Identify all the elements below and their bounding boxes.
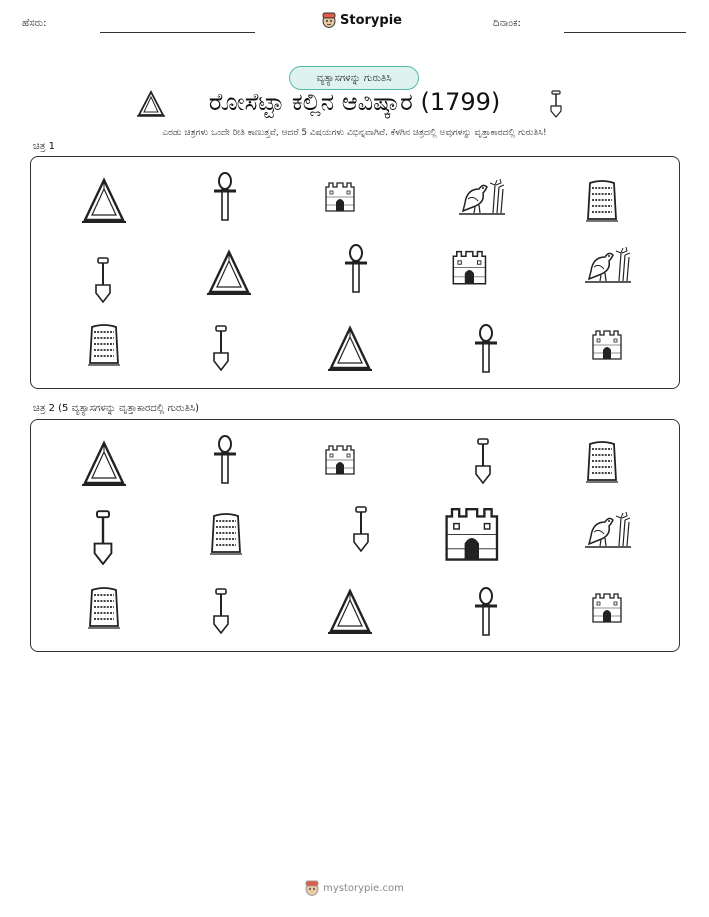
- castle-icon[interactable]: [324, 179, 356, 217]
- rosetta-stone-icon: [87, 323, 121, 367]
- shovel-icon[interactable]: [91, 510, 115, 569]
- rosetta-stone-icon[interactable]: [585, 440, 619, 488]
- castle-icon[interactable]: [591, 327, 623, 365]
- ankh-icon: [213, 171, 237, 223]
- pyramid-icon[interactable]: [327, 325, 373, 377]
- ankh-icon: [344, 243, 368, 295]
- shovel-icon[interactable]: [351, 506, 371, 556]
- bird-papyrus-icon: [459, 177, 505, 215]
- picture-1-panel[interactable]: [30, 156, 680, 389]
- brand-name: Storypie: [340, 12, 402, 28]
- ankh-icon: [474, 323, 498, 375]
- ankh-icon: [213, 434, 237, 486]
- shovel-icon: [351, 506, 371, 552]
- pyramid-icon: [81, 440, 127, 488]
- ankh-icon[interactable]: [474, 586, 498, 642]
- shovel-icon: [473, 438, 493, 484]
- storypie-mascot-icon: [305, 880, 319, 896]
- bird-papyrus-icon: [585, 510, 631, 548]
- pyramid-icon: [327, 325, 373, 373]
- instructions: ಎರಡು ಚಿತ್ರಗಳು ಒಂದೇ ರೀತಿ ಕಾಣುತ್ತವೆ, ಆದರೆ 5 ವಿಷಯಗಳು ವಿಭಿನ್ನವಾಗಿವೆ. ಕೆಳಗಿನ ಚಿತ್ರದಲ್ಲಿ ಅವುಗಳನ್ನು ವೃತ್ತಾಕಾರದಲ್ಲಿ ಗುರುತಿಸಿ!: [162, 128, 547, 138]
- shovel-icon[interactable]: [93, 257, 113, 307]
- ankh-icon[interactable]: [344, 243, 368, 299]
- picture-2-label: ಚಿತ್ರ 2 (5 ವ್ಯತ್ಯಾಸಗಳನ್ನು ವೃತ್ತಾಕಾರದಲ್ಲಿ ಗುರುತಿಸಿ): [33, 403, 200, 414]
- castle-icon[interactable]: [443, 502, 501, 567]
- shovel-icon[interactable]: [473, 438, 493, 488]
- storypie-mascot-icon: [322, 12, 336, 28]
- shovel-icon[interactable]: [211, 588, 231, 638]
- rosetta-stone-icon: [209, 512, 243, 556]
- date-label: ದಿನಾಂಕ:: [493, 18, 521, 29]
- shovel-icon: [211, 325, 231, 371]
- castle-icon: [451, 247, 488, 286]
- castle-icon[interactable]: [324, 442, 356, 480]
- castle-icon[interactable]: [451, 247, 488, 290]
- name-label: ಹೆಸರು:: [22, 18, 47, 29]
- rosetta-stone-icon: [585, 179, 619, 223]
- ankh-icon: [474, 586, 498, 638]
- pyramid-icon[interactable]: [81, 177, 127, 229]
- footer-url: mystorypie.com: [323, 882, 404, 894]
- rosetta-stone-icon: [585, 440, 619, 484]
- pyramid-icon: [206, 249, 252, 297]
- footer: [0, 880, 709, 896]
- date-line[interactable]: [564, 32, 686, 33]
- castle-icon: [591, 590, 623, 624]
- ankh-icon[interactable]: [474, 323, 498, 379]
- castle-icon: [324, 179, 356, 213]
- castle-icon: [443, 502, 501, 563]
- spot-differences-badge: ವ್ಯತ್ಯಾಸಗಳನ್ನು ಗುರುತಿಸಿ: [289, 66, 419, 90]
- ankh-icon[interactable]: [213, 434, 237, 490]
- shovel-icon: [549, 90, 563, 118]
- pyramid-icon: [81, 177, 127, 225]
- rosetta-stone-icon[interactable]: [87, 586, 121, 634]
- pyramid-icon[interactable]: [327, 588, 373, 640]
- picture-1-label: ಚಿತ್ರ 1: [33, 141, 55, 152]
- castle-icon: [591, 327, 623, 361]
- page-title: ರೋಸೆಟ್ಟಾ ಕಲ್ಲಿನ ಆವಿಷ್ಕಾರ (1799): [208, 88, 501, 116]
- picture-2-panel[interactable]: [30, 419, 680, 652]
- rosetta-stone-icon[interactable]: [585, 179, 619, 227]
- castle-icon[interactable]: [591, 590, 623, 628]
- rosetta-stone-icon: [87, 586, 121, 630]
- pyramid-icon[interactable]: [206, 249, 252, 301]
- bird-papyrus-icon[interactable]: [585, 245, 631, 287]
- brand-logo: [322, 12, 402, 28]
- shovel-icon: [93, 257, 113, 303]
- name-line[interactable]: [100, 32, 255, 33]
- rosetta-stone-icon[interactable]: [209, 512, 243, 560]
- ankh-icon[interactable]: [213, 171, 237, 227]
- bird-papyrus-icon: [585, 245, 631, 283]
- castle-icon: [324, 442, 356, 476]
- pyramid-icon[interactable]: [81, 440, 127, 492]
- shovel-icon[interactable]: [211, 325, 231, 375]
- pyramid-icon: [327, 588, 373, 636]
- rosetta-stone-icon[interactable]: [87, 323, 121, 371]
- bird-papyrus-icon[interactable]: [459, 177, 505, 219]
- shovel-icon: [211, 588, 231, 634]
- shovel-icon: [91, 510, 115, 565]
- bird-papyrus-icon[interactable]: [585, 510, 631, 552]
